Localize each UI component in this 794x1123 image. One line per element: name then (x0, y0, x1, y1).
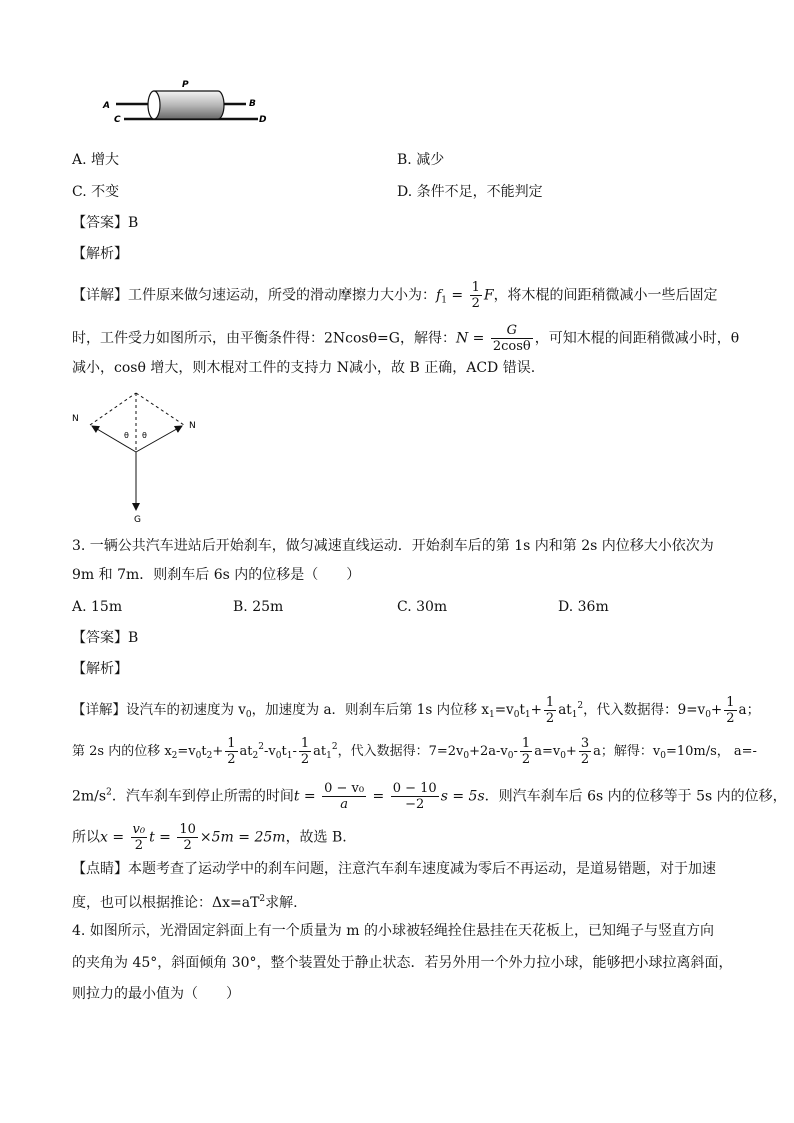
q2-detail-line-3: 减小，cosθ 增大，则木棍对工件的支持力 N减小，故 B 正确，ACD 错误. (72, 360, 536, 376)
label-p: P (182, 80, 189, 90)
q3-detail-line-1: 【详解】设汽车的初速度为 $v_0$，加速度为 a．则刹车后第 1s 内位移 $x_1=v_0t_1+$ $\frac{1}{2}$ $at_1^2$，代入数据得：$9=v_0+$ $\frac{1}{2}$ a； (72, 695, 761, 726)
label-d: D (259, 115, 267, 125)
label-b: B (249, 99, 256, 109)
label-n-right: N (189, 421, 196, 431)
q3-detail-line-2: 第 2s 内的位移 $x_2=v_0t_2+$ $\frac{1}{2}$ $at_2^2-v_0t_1-$ $\frac{1}{2}$ $at_1^2$，代入数据得：$7=2v_0+2a-v_0-$ $\frac{1}{2}$ $a=v_0+$ $\frac{3}{2}$ a；解得：$v_0=10m/s$， a=- (72, 736, 757, 767)
q2-answer: 【答案】B (72, 215, 139, 231)
figure-force-diagram (68, 388, 208, 526)
q3-option-d: D. 36m (558, 599, 609, 615)
q3-detail-line-4: 所以x = $\frac{\text{v₀}}{2}$ t = $\frac{10}{2}$ ×5m = 25m，故选 B. (72, 822, 347, 853)
dashed-right-top (136, 393, 184, 425)
label-n-left: N (72, 414, 79, 424)
force-n-left (92, 426, 136, 452)
q2-detail-line-2: 时，工件受力如图所示，由平衡条件得：2Ncosθ=G，解得：N = $\frac{G}{2\cos\theta}$ ，可知木棍的间距稍微减小时，θ (72, 323, 740, 354)
q3-detail-line-3: $2m/s^2$．汽车刹车到停止所需的时间t = $\frac{\text{0 − v₀}}{a}$ = $\frac{0 - 10}{-2}$ s = 5s．则汽车刹车后 6s 内的位移等于 5s 内的位移， (72, 781, 787, 812)
q2-option-b: B. 减少 (397, 152, 445, 168)
q4-stem-line-2: 的夹角为 45°，斜面倾角 30°，整个装置处于静止状态．若另外用一个外力拉小球，能够把小球拉离斜面， (72, 955, 733, 971)
cylinder-p (154, 91, 224, 119)
label-theta-right: θ (142, 431, 147, 440)
q2-detail-line-1: 【详解】工件原来做匀速运动，所受的滑动摩擦力大小为：$f_1$ = $\frac{1}{2}$ F，将木棍的间距稍微减小一些后固定 (72, 280, 718, 311)
q3-stem-line-2: 9m 和 7m．则刹车后 6s 内的位移是（ ） (72, 567, 361, 583)
q3-stem-line-1: 3. 一辆公共汽车进站后开始刹车，做匀减速直线运动．开始刹车后的第 1s 内和第 2s 内位移大小依次为 (72, 538, 714, 554)
q2-option-d: D. 条件不足，不能判定 (397, 184, 543, 200)
q3-option-a: A. 15m (72, 599, 123, 615)
cylinder-end (148, 91, 160, 119)
q2-analysis-heading: 【解析】 (72, 246, 128, 262)
fraction-g-over-2cos: $\frac{G}{2\cos\theta}$ (492, 323, 531, 354)
q3-option-b: B. 25m (233, 599, 284, 615)
q3-option-c: C. 30m (397, 599, 448, 615)
q4-stem-line-3: 则拉力的最小值为（ ） (72, 986, 240, 1002)
q2-option-c: C. 不变 (72, 184, 120, 200)
fraction-half: $\frac{1}{2}$ (471, 280, 480, 311)
label-theta-left: θ (124, 431, 129, 440)
dashed-left-top (90, 393, 136, 425)
q3-note-line-1: 【点睛】本题考查了运动学中的刹车问题，注意汽车刹车速度减为零后不再运动，是道易错题，对于加速 (72, 861, 716, 877)
label-c: C (114, 115, 121, 125)
q2-option-a: A. 增大 (72, 152, 120, 168)
figure-cylinder-rods (96, 76, 276, 128)
q3-note-line-2: 度，也可以根据推论：$\Delta x=aT^2$求解. (72, 894, 298, 911)
q4-stem-line-1: 4. 如图所示，光滑固定斜面上有一个质量为 m 的小球被轻绳拴住悬挂在天花板上，已知绳子与竖直方向 (72, 923, 714, 939)
label-a: A (103, 101, 110, 111)
q3-answer: 【答案】B (72, 630, 139, 646)
label-g: G (134, 515, 141, 525)
q3-analysis-heading: 【解析】 (72, 661, 128, 677)
